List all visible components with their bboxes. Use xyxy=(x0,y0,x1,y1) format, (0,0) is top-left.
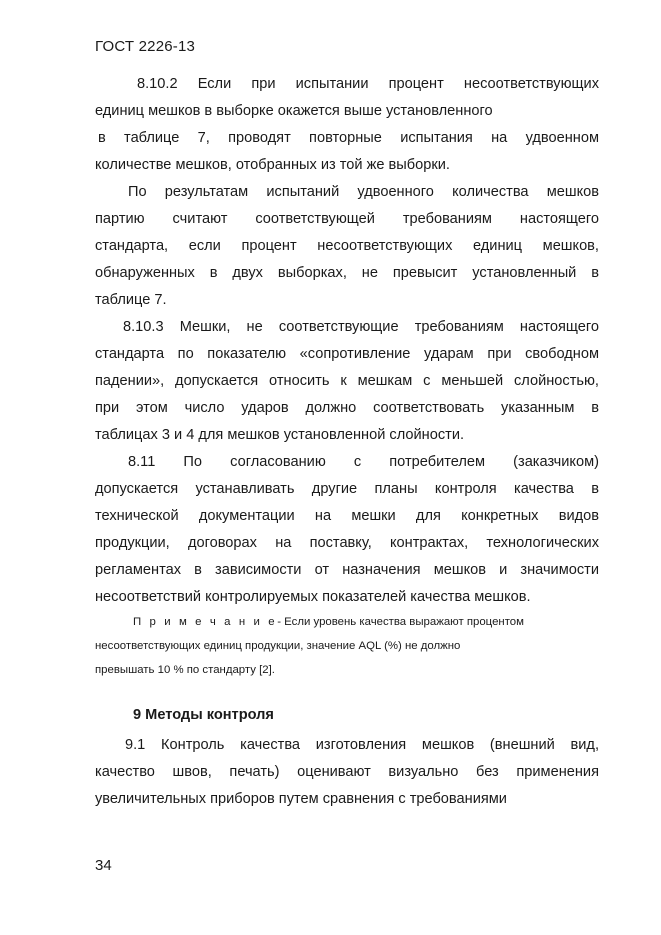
page-number: 34 xyxy=(95,857,112,874)
paragraph-line: качество швов, печать) оценивают визуально без применения xyxy=(95,764,599,780)
paragraph-line: единиц мешков в выборке окажется выше установленного xyxy=(95,103,493,119)
section-9-1-paragraph xyxy=(95,732,599,813)
document-header: ГОСТ 2226-13 xyxy=(95,38,196,55)
paragraph-8-10-3 xyxy=(95,314,599,449)
paragraph-line: количестве мешков, отобранных из той же выборки. xyxy=(95,157,450,173)
note-line: несоответствующих единиц продукции, значение AQL (%) не должно xyxy=(95,640,461,652)
paragraph-8-11 xyxy=(95,449,599,611)
paragraph-line: увеличительных приборов путем сравнения с требованиями xyxy=(95,791,507,807)
paragraph-line: допускается устанавливать другие планы контроля качества в xyxy=(95,481,599,497)
paragraph-line: технической документации на мешки для конкретных видов xyxy=(95,508,599,524)
paragraph-line: таблицах 3 и 4 для мешков установленной слойности. xyxy=(95,427,465,443)
note-line xyxy=(95,610,565,634)
paragraph-results xyxy=(95,179,599,314)
paragraph-line: таблице 7. xyxy=(95,292,167,308)
paragraph-line: стандарта по показателю «сопротивление ударам при свободном xyxy=(95,346,599,362)
paragraph-line: в таблице 7, проводят повторные испытания на удвоенном xyxy=(98,130,599,146)
paragraph-8-10-2 xyxy=(95,71,599,179)
section-title: 9 Методы контроля xyxy=(133,707,274,723)
paragraph-line: 9.1 Контроль качества изготовления мешков (внешний вид, xyxy=(125,737,599,753)
paragraph-line: несоответствий контролируемых показателей качества мешков. xyxy=(95,589,531,605)
paragraph-line: 8.10.3 Мешки, не соответствующие требованиям настоящего xyxy=(123,319,599,335)
note-line: превышать 10 % по стандарту [2]. xyxy=(95,664,275,676)
paragraph-line: обнаруженных в двух выборках, не превысит установленный в xyxy=(95,265,599,281)
paragraph-line: 8.11 По согласованию с потребителем (заказчиком) xyxy=(128,454,599,470)
paragraph-line: 8.10.2 Если при испытании процент несоответствующих xyxy=(137,76,599,92)
main-text-block xyxy=(95,71,599,611)
note-block xyxy=(95,610,565,682)
paragraph-line: при этом число ударов должно соответствовать указанным в xyxy=(95,400,599,416)
note-label: П р и м е ч а н и е xyxy=(133,616,278,628)
paragraph-line: стандарта, если процент несоответствующих единиц мешков, xyxy=(95,238,599,254)
paragraph-line: падении», допускается относить к мешкам с меньшей слойностью, xyxy=(95,373,599,389)
paragraph-line: По результатам испытаний удвоенного количества мешков xyxy=(128,184,599,200)
note-text: - Если уровень качества выражают процентом xyxy=(277,616,524,628)
paragraph-line: регламентах в зависимости от назначения мешков и значимости xyxy=(95,562,599,578)
paragraph-line: продукции, договорах на поставку, контрактах, технологических xyxy=(95,535,599,551)
paragraph-line: партию считают соответствующей требованиям настоящего xyxy=(95,211,599,227)
